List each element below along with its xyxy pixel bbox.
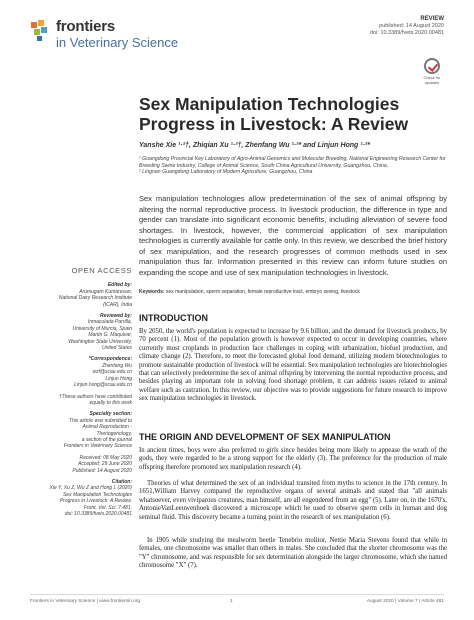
origin-paragraph-1: In ancient times, boys were also preferred to girls since besides being more likely to appease the wrath of the gods, they were regarded to be a strong support for the elderly (3). The preference for the production of male offspring therefore promoted sex manipulation research (4). [139,447,447,471]
email-link[interactable]: Linjun.hong@scau.edu.cn [74,382,132,389]
introduction-paragraph: By 2050, the world's population is expected to increase by 9.6 billion, and the demand for livestock products, by 70 percent (1). Most of the population growth is however expected to occur in developing countries, where currently most croplands in production face challenges in coping with urbanization, biofuel production, and climate change (2). Therefore, to meet the forecasted global food demand, utilizing modern biotechnologies to promote sustainable production of livestock will be essential. Sex manipulation technologies are biotechnologies that can selectively predetermine the sex of animal offspring by intervening the normal reproductive process, and besides playing an important role in solving food shortage problem, it can address issues related to animal welfare such as castration. In this review, our objective was to provide suggestions for future research to improve sex manipulation technologies in livestock. [139,328,447,403]
frontiers-logo[interactable] [30,16,230,52]
accepted-date: Accepted: 29 June 2020 [78,461,132,468]
sidebar-heading: Edited by: [107,282,132,289]
sidebar-line: Inmaculada Parrilla, [87,319,132,326]
sidebar-heading: Reviewed by: [100,313,132,320]
sidebar-line: United States [101,345,132,352]
origin-heading: THE ORIGIN AND DEVELOPMENT OF SEX MANIPULATION [139,432,391,442]
sidebar-heading: *Correspondence: [88,356,132,363]
specialty-section-block [40,411,132,449]
sidebar-line: equally to this work [89,399,132,406]
affiliations [139,156,449,176]
dates-block [40,455,132,474]
citation-doi-link[interactable]: doi: 10.3389/fvets.2020.00481 [64,511,132,517]
open-access-label: OPEN ACCESS [71,266,132,275]
affiliation-2: ² Lingnan Guangdong Laboratory of Modern Agriculture, Guangzhou, China [139,169,313,176]
footer-divider [30,594,444,595]
published-date-sidebar: Published: 14 August 2020 [72,467,132,474]
sidebar-line: Linjun Hong [105,375,132,382]
keywords-label: Keywords: [139,289,165,295]
keywords-list: sex manipulation, sperm separation, female reproductive tract, embryo sexing, livestock [165,289,360,295]
sidebar-line: National Dairy Research Institute [58,295,132,302]
article-type: REVIEW [420,16,444,22]
page-number: 1 [230,599,233,604]
correspondence-block [40,356,132,388]
article-doi[interactable]: doi: 10.3389/fvets.2020.00481 [369,30,444,36]
sidebar-line: †These authors have contributed [58,393,132,400]
publisher-name: frontiers [56,18,116,35]
sidebar-line: Arumugam Kumaresan, [79,288,132,295]
origin-paragraph-2: Theories of what determined the sex of an individual transited from myths to science in the 17th century. In 1651,William Harvey compared the reproductive organs of several animals and stated that "all animals whatsoever, even viviparous creatures, man himself, are all engendered from an egg" (5). Later on, in the 1670's, AntonieVanLeeuwenhoek discovered a microscope which he used to observe sperm cells in human and dog seminal fluid. This discovery became a turning point in the research of sex manipulation (6). [139,480,447,521]
title-line-2: Progress in Livestock: A Review [139,114,409,134]
sidebar-line: Martin G. Maquivar, [88,332,132,339]
sidebar-line: Zhenfang Wu [101,362,132,369]
sidebar-line: Theriogenology, [96,430,132,437]
abstract: Sex manipulation technologies allow predetermination of the sex of animal offspring by altering the normal reproductive process. In livestock production, the difference in type and gender can translate into significant economic benefits, including alleviation of severe food shortages. In livestock, however, the commercial application of sex manipulation technologies is currently available for cattle only. In this review, we described the brief history of sex manipulation, and the research progresses of common methods used in sex manipulation thus far. Information presented in this review can inform future studies on expanding the scope and use of sex manipulation technologies in livestock. [139,194,447,277]
email-link[interactable]: wzf@scau.edu.cn [92,369,132,376]
check-for-updates-button[interactable] [420,58,444,86]
sidebar-line: a section of the journal [81,436,132,443]
reviewed-by-block [40,313,132,351]
journal-name: in Veterinary Science [56,35,179,50]
frontiers-mark-icon [30,18,52,44]
footer-issue: August 2020 | Volume 7 | Article 481 [366,599,444,604]
sidebar-line: University of Murcia, Spain [72,325,132,332]
article-meta [370,16,444,37]
sidebar-line: Xie Y, Xu Z, Wu Z and Hong L (2020) [49,485,132,492]
sidebar-line: Animal Reproduction - [82,424,132,431]
sidebar-heading: Specialty section: [89,411,132,418]
origin-paragraph-3: In 1905 while studying the mealworm beetle Tenebrio molitor, Nettie Maria Stevens found that while in females, one chromosome was smaller than others in males. She concluded that the shorter chromosome was the "Y" chromosome, and was responsible for sex determination alongside the larger chromosome, which she named chromosome "X" (7). [139,537,447,570]
published-date: published: 14 August 2020 [379,23,444,29]
received-date: Received: 08 May 2020 [79,454,132,461]
author-list: Yanshe Xie ¹·²†, Zhiqian Xu ¹·²†, Zhenfang Wu ¹·²* and Linjun Hong ¹·²* [139,142,370,149]
sidebar-line: This article was submitted to [68,417,132,424]
footer-journal-link[interactable]: Frontiers in Veterinary Science | www.frontiersin.org [30,599,141,604]
citation-block [40,479,132,517]
sidebar-line: Sex Manipulation Technologies [62,491,132,498]
equal-contribution-note [40,394,132,407]
check-updates-icon [424,58,440,74]
introduction-heading: INTRODUCTION [139,313,208,323]
article-title [139,94,439,134]
check-updates-label: Check for updates [423,75,441,85]
affiliation-1: ¹ Guangdong Provincial Key Laboratory of Agro-Animal Genomics and Molecular Breeding, National Engineering Research Center for Breeding Swine Industry, College of Animal Science, South China Agricultural University, Guangzhou, China, [139,156,446,169]
keywords [139,289,447,295]
sidebar-line: (ICAR), India [103,301,132,308]
edited-by-block [40,282,132,308]
sidebar-heading: Citation: [111,478,132,485]
sidebar-line: Front. Vet. Sci. 7:481. [83,504,132,511]
title-line-1: Sex Manipulation Technologies [139,94,400,114]
sidebar-line: Frontiers in Veterinary Science [63,443,132,450]
sidebar-line: Progress in Livestock: A Review. [59,498,132,505]
sidebar-line: Washington State University, [68,338,132,345]
article-sidebar [40,268,132,522]
